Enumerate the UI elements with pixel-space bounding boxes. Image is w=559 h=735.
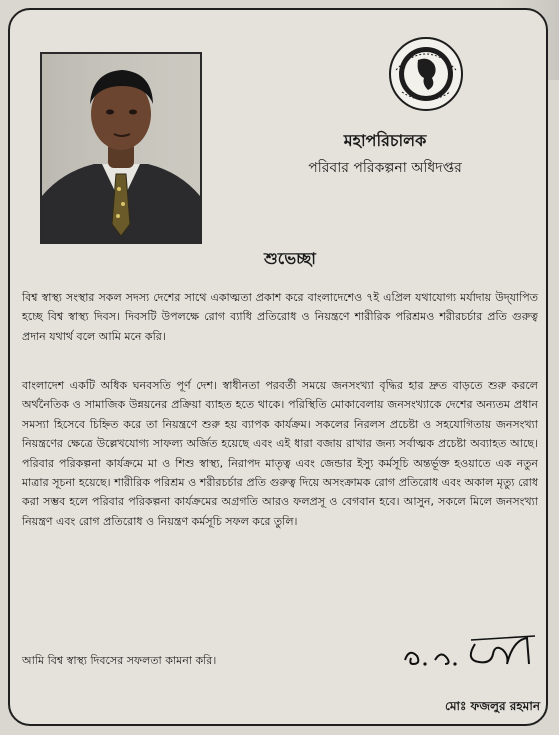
greeting-heading: শুভেচ্ছা — [264, 249, 316, 268]
portrait-photo — [40, 52, 202, 244]
handwritten-signature — [395, 630, 545, 680]
department-name: পরিবার পরিকল্পনা অধিদপ্তর — [308, 160, 462, 176]
closing-line: আমি বিশ্ব স্বাস্থ্য দিবসের সফলতা কামনা করি। — [22, 654, 217, 667]
designation-title: মহাপরিচালক — [343, 131, 427, 150]
message-card — [8, 8, 548, 726]
message-paragraph-1: বিশ্ব স্বাস্থ্য সংস্থার সকল সদস্য দেশের সাথে একাত্মতা প্রকাশ করে বাংলাদেশেও ৭ই এপ্রিল যথাযোগ্য মর্যাদায় উদ্‌যাপিত হচ্ছে বিশ্ব স্বাস্থ্য দিবস। দিবসটি উপলক্ষে রোগ ব্যাধি প্রতিরোধ ও নিয়ন্ত্রণে শারীরিক পরিশ্রমও শরীরচর্চার প্রতি গুরুত্ব প্রদান যথার্থ বলে আমি মনে করি। — [22, 291, 538, 343]
message-paragraph-2: বাংলাদেশ একটি অধিক ঘনবসতি পূর্ণ দেশ। স্বাধীনতা পরবর্তী সময়ে জনসংখ্যা বৃদ্ধির হার দ্রুত বাড়তে শুরু করলে অর্থনৈতিক ও সামাজিক উন্নয়নের প্রক্রিয়া ব্যাহত হতে থাকে। পরিস্থিতি মোকাবেলায় জনসংখ্যাকে দেশের অন্যতম প্রধান সমস্যা হিসেবে চিহ্নিত করে তা নিয়ন্ত্রণে শুরু হয় ব্যাপক কার্যক্রম। সকলের নিরলস প্রচেষ্টা ও সহযোগিতায় জনসংখ্যা নিয়ন্ত্রণের ক্ষেত্রে উল্লেখযোগ্য সাফল্য অর্জিত হয়েছে এবং এই ধারা বজায় রাখার জন্য সর্বাত্মক প্রচেষ্টা অব্যাহত আছে। পরিবার পরিকল্পনা কার্যক্রমে মা ও শিশু স্বাস্থ্য, নিরাপদ মাতৃত্ব এবং জেন্ডার ইস্যু কর্মসূচি অন্তর্ভূক্ত হওয়াতে এক নতুন মাত্রার সূচনা হয়েছে। শারীরিক পরিশ্রম ও শরীরচর্চার প্রতি গুরুত্ব দিয়ে অসংক্রামক রোগ প্রতিরোধ এবং অকাল মৃত্যু রোধ করা সম্ভব হলে পরিবার পরিকল্পনা কার্যক্রমের অগ্রগতি আরও ফলপ্রসূ ও বেগবান হবে। আসুন, সকলে মিলে জনসংখ্যা নিয়ন্ত্রণ এবং রোগ প্রতিরোধ ও নিয়ন্ত্রণ কর্মসূচি সফল করে তুলি। — [22, 379, 538, 528]
signer-name: মোঃ ফজলুর রহমান — [444, 699, 540, 713]
government-seal — [388, 36, 464, 112]
